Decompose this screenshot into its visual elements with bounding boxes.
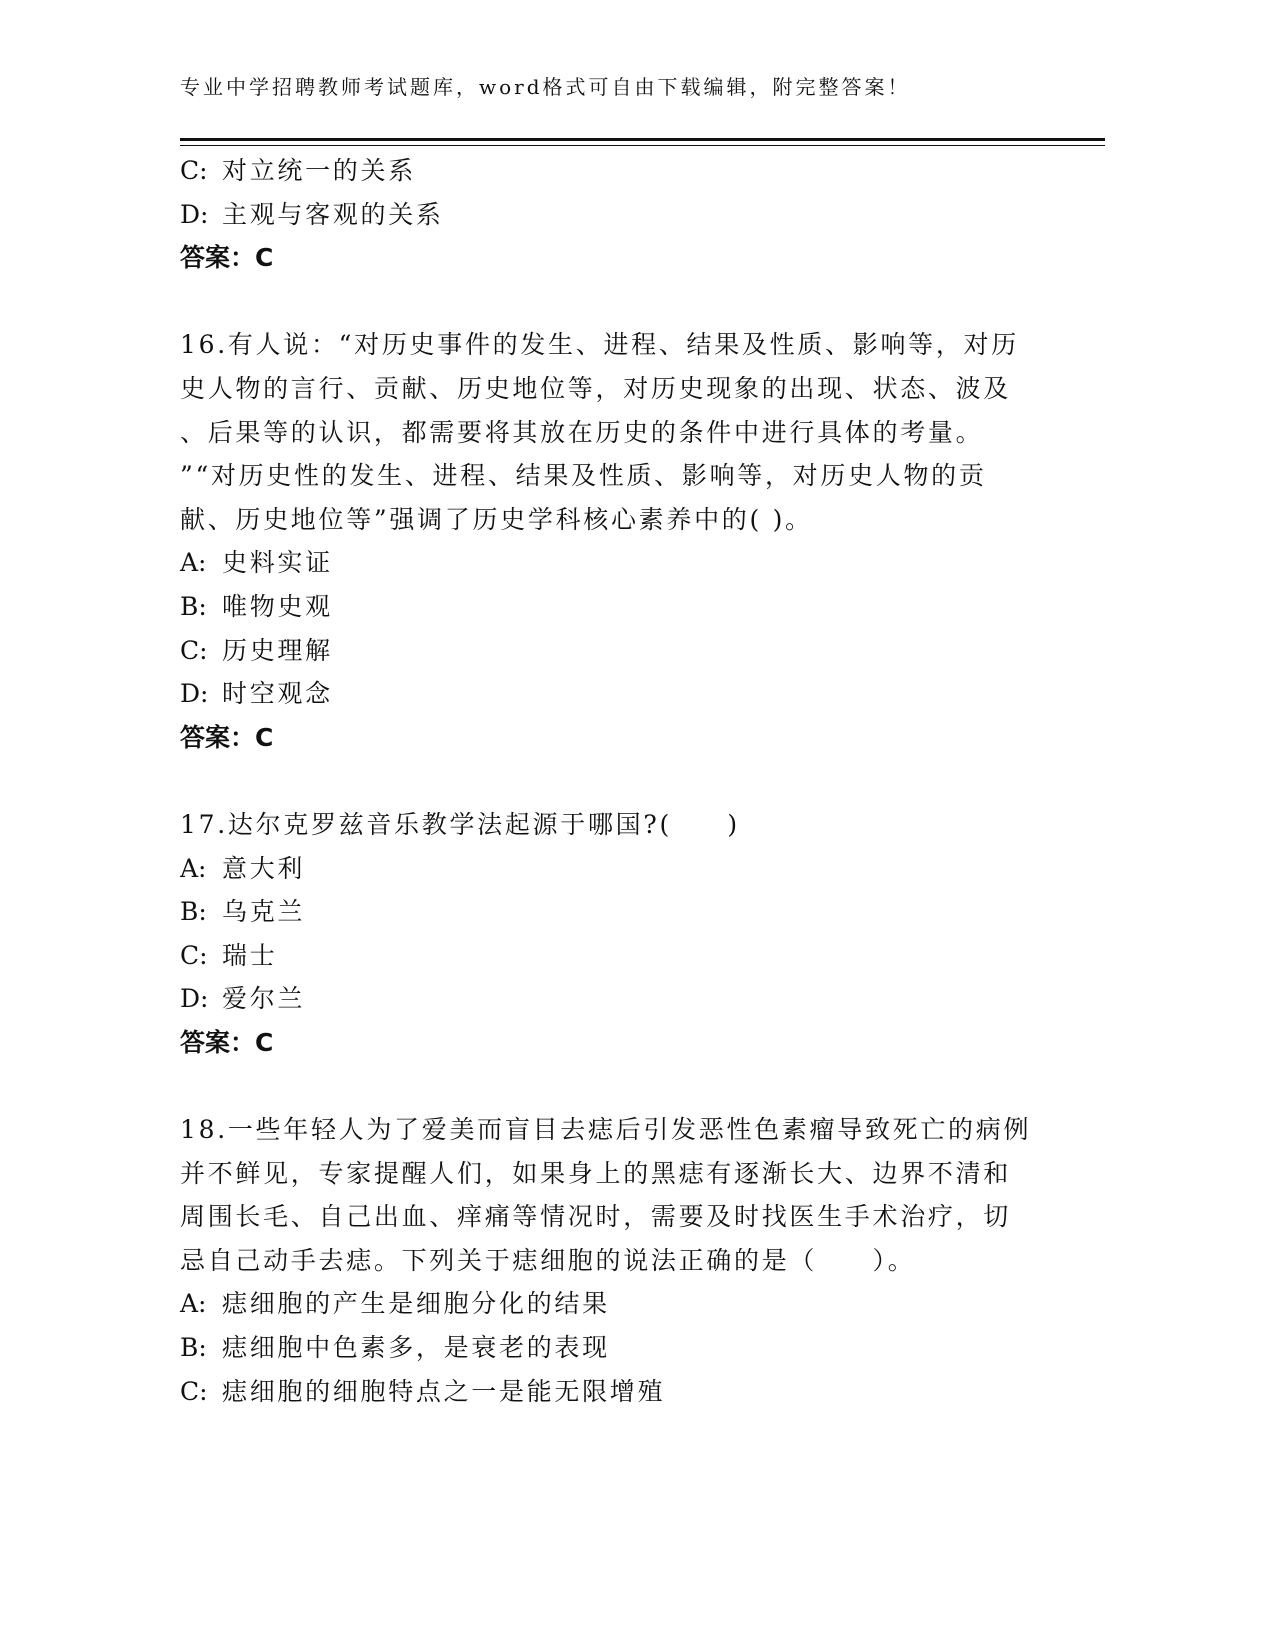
option-label: B: <box>180 897 207 927</box>
question-stem-line: 17.达尔克罗兹音乐教学法起源于哪国?( ) <box>180 809 740 839</box>
option-label: A: <box>180 853 207 883</box>
answer-label: 答案： <box>180 722 256 752</box>
question-stem-line: 18.一些年轻人为了爱美而盲目去痣后引发恶性色素瘤导致死亡的病例 <box>180 1115 1032 1145</box>
answer-label: 答案： <box>180 1027 256 1057</box>
option-text: 对立统一的关系 <box>222 156 416 185</box>
option-a <box>180 847 1180 891</box>
question-18 <box>180 1108 1180 1413</box>
option-text: 历史理解 <box>222 635 333 665</box>
option-label: D: <box>180 984 209 1014</box>
option-text: 主观与客观的关系 <box>222 199 444 229</box>
spacer <box>180 280 1180 324</box>
answer-value: C <box>255 722 274 752</box>
answer-line <box>180 716 1180 760</box>
question-stem-line: 史人物的言行、贡献、历史地位等，对历史现象的出现、状态、波及 <box>180 373 1012 403</box>
header-title: 专业中学招聘教师考试题库，word格式可自由下载编辑，附完整答案！ <box>180 75 911 99</box>
question-16 <box>180 323 1180 759</box>
option-b <box>180 890 1180 934</box>
option-text: 爱尔兰 <box>222 984 306 1014</box>
option-text: 痣细胞的产生是细胞分化的结果 <box>222 1289 610 1319</box>
option-label: A: <box>180 548 207 578</box>
option-label: D: <box>180 679 209 709</box>
option-c <box>180 149 1180 193</box>
option-d <box>180 193 1180 237</box>
header-rule-thin <box>180 145 1105 146</box>
answer-label: 答案： <box>180 243 256 273</box>
option-label: D: <box>180 199 209 229</box>
option-label: C: <box>180 156 208 185</box>
option-label: B: <box>180 1333 207 1363</box>
option-label: A: <box>180 1289 207 1319</box>
option-text: 痣细胞的细胞特点之一是能无限增殖 <box>222 1376 666 1406</box>
option-c <box>180 934 1180 978</box>
option-d <box>180 977 1180 1021</box>
question-stem-line: ”“对历史性的发生、进程、结果及性质、影响等，对历史人物的贡 <box>180 461 987 491</box>
question-stem-line: 、后果等的认识，都需要将其放在历史的条件中进行具体的考量。 <box>180 417 984 447</box>
option-text: 时空观念 <box>222 679 333 709</box>
option-text: 史料实证 <box>222 548 333 578</box>
question-stem-line: 并不鲜见，专家提醒人们，如果身上的黑痣有逐渐长大、边界不清和 <box>180 1158 1012 1188</box>
option-text: 痣细胞中色素多，是衰老的表现 <box>222 1333 610 1363</box>
option-c <box>180 1370 1180 1414</box>
option-label: C: <box>180 635 208 665</box>
answer-value: C <box>255 1027 274 1057</box>
option-c <box>180 629 1180 673</box>
question-stem-line: 献、历史地位等”强调了历史学科核心素养中的( )。 <box>180 504 813 534</box>
spacer <box>180 1064 1180 1108</box>
option-b <box>180 1326 1180 1370</box>
option-text: 意大利 <box>222 853 306 883</box>
document-content <box>180 149 1180 1413</box>
option-text: 瑞士 <box>222 940 278 970</box>
question-17 <box>180 803 1180 1065</box>
answer-line <box>180 236 1180 280</box>
option-a <box>180 1282 1180 1326</box>
answer-value: C <box>255 243 274 273</box>
option-label: C: <box>180 940 208 970</box>
answer-line <box>180 1021 1180 1065</box>
question-stem-line: 忌自己动手去痣。下列关于痣细胞的说法正确的是（ ）。 <box>180 1245 916 1275</box>
header-rule-thick <box>180 138 1105 141</box>
spacer <box>180 759 1180 803</box>
option-label: C: <box>180 1376 208 1406</box>
question-stem-line: 周围长毛、自己出血、痒痛等情况时，需要及时找医生手术治疗，切 <box>180 1202 1012 1232</box>
option-d <box>180 672 1180 716</box>
option-text: 乌克兰 <box>222 897 306 927</box>
option-a <box>180 541 1180 585</box>
option-text: 唯物史观 <box>222 591 333 621</box>
question-stem-line: 16.有人说：“对历史事件的发生、进程、结果及性质、影响等，对历 <box>180 330 1019 360</box>
option-b <box>180 585 1180 629</box>
option-label: B: <box>180 591 207 621</box>
question-15-continued <box>180 149 1180 280</box>
